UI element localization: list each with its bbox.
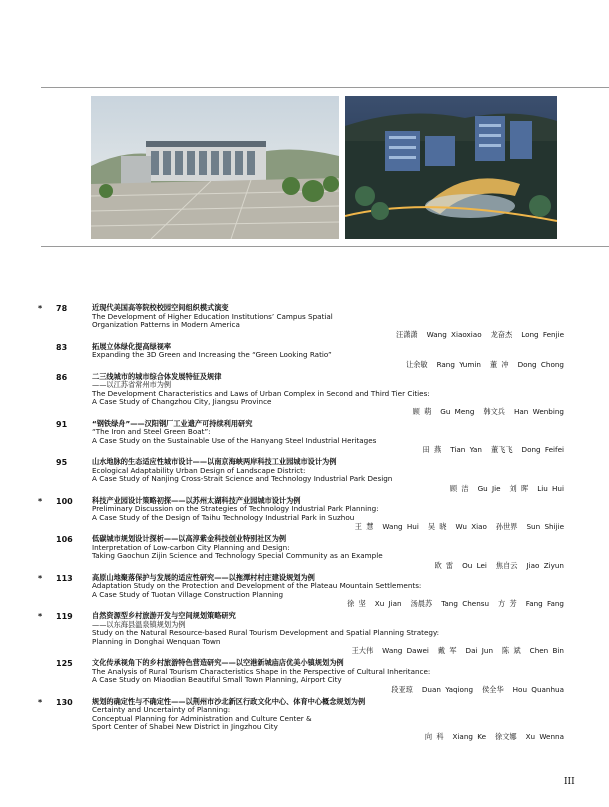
entry-authors [92, 407, 564, 417]
entry-title: 低碳城市规划设计探析——以高淳紫金科技创业特别社区为例 [92, 534, 287, 543]
toc-entry[interactable] [34, 497, 564, 533]
author-name: 欧 雷 [434, 560, 454, 570]
author-name: Sun Shijie [526, 522, 564, 531]
author-name: Hou Quanhua [512, 684, 564, 694]
entry-page-number: 119 [56, 612, 73, 621]
toc-entry[interactable] [34, 659, 564, 695]
author-name: Xu Jian [374, 599, 402, 608]
author-name: 侯全华 [482, 684, 504, 694]
featured-star-marker: * [38, 612, 43, 621]
entry-title-line: Ecological Adaptability Urban Design of Landscape District: [92, 465, 306, 475]
entry-title-line: Study on the Natural Resource-based Rural Tourism Development and Spatial Planning Strategy: [92, 628, 440, 637]
author-name: 戴 军 [437, 646, 457, 655]
page-number: III [564, 777, 575, 787]
author-name: Chen Bin [529, 646, 564, 655]
author-name: Wu Xiao [455, 522, 487, 531]
entry-title: 高原山地聚落保护与发展的适应性研究——以拖潭村村庄建设规划为例 [92, 572, 315, 582]
entry-title: 文化传承视角下的乡村旅游特色营造研究——以空港新城庙店优美小镇规划为例 [92, 658, 344, 667]
entry-authors [92, 599, 564, 609]
entry-authors [92, 484, 564, 494]
entry-title-line: Preliminary Discussion on the Strategies of Technology Industrial Park Planning: [92, 504, 379, 513]
entry-title-line: A Case Study of Changzhou City, Jiangsu Province [92, 397, 272, 406]
entry-page-number: 130 [56, 697, 73, 707]
author-name: 段亚琼 [391, 684, 413, 694]
author-name: 让余敏 [405, 359, 428, 369]
entry-page-number: 125 [56, 659, 73, 668]
entry-title-line: Adaptation Study on the Protection and Development of the Plateau Mountain Settlements: [92, 581, 422, 590]
author-name: 徐文娜 [495, 731, 517, 741]
entry-authors [92, 360, 564, 370]
entry-page-number: 95 [56, 458, 68, 467]
author-name: 董飞飞 [490, 445, 513, 454]
entry-title-line: Certainty and Uncertainty of Planning: [92, 705, 231, 714]
author-name: Tian Yan [450, 445, 482, 454]
toc-entry[interactable] [34, 698, 564, 742]
author-name: 汪潇潇 [396, 329, 418, 339]
entry-title-line: Interpretation of Low-carbon City Planning and Design: [92, 542, 290, 552]
entry-title-line: A Case Study on Miaodian Beautiful Small Town Planning, Airport City [92, 675, 342, 684]
author-name: 田 燕 [422, 445, 442, 454]
entry-authors [92, 685, 564, 695]
author-name: Wang Dawei [382, 646, 429, 655]
toc-entry[interactable] [34, 373, 564, 417]
entry-title-line: The Development of Higher Education Institutions’ Campus Spatial [92, 311, 333, 321]
featured-star-marker: * [38, 573, 43, 583]
toc-entry[interactable] [34, 612, 564, 656]
author-name: Wang Xiaoxiao [426, 329, 482, 339]
author-name: Duan Yaqiong [421, 684, 474, 694]
author-name: 焦自云 [495, 560, 518, 570]
entry-authors [92, 561, 564, 571]
author-name: 顾 萌 [412, 406, 432, 416]
author-name: 刘 晖 [509, 483, 529, 493]
entry-title-line: ——以东海县温泉镇规划为例 [92, 619, 186, 629]
entry-authors [92, 732, 564, 742]
author-name: Gu Jie [477, 483, 501, 493]
entry-title: “钢铁绿舟”——汉阳钢厂工业遗产可持续利用研究 [92, 418, 253, 428]
entry-authors [92, 445, 564, 455]
author-name: 向 科 [424, 731, 444, 741]
entry-title-line: Planning in Donghai Wenquan Town [92, 636, 221, 646]
entry-title-line: Expanding the 3D Green and Increasing the “Green Looking Ratio” [92, 350, 332, 359]
entry-title-line: The Analysis of Rural Tourism Characteristics Shape in the Perspective of Cultural Inheritance: [92, 666, 431, 676]
author-name: Ou Lei [462, 560, 487, 570]
entry-title: 山水地脉的生态适应性城市设计——以南京海峡两岸科技工业园城市设计为例 [92, 457, 337, 466]
toc-entry[interactable] [34, 343, 564, 370]
author-name: 董 冲 [489, 359, 509, 369]
author-name: Dong Feifei [521, 445, 564, 454]
entry-title: 拓展立体绿化提高绿视率 [92, 341, 172, 351]
author-name: 龙奋杰 [490, 329, 513, 339]
author-name: 孙世界 [495, 522, 518, 531]
toc-entry[interactable] [34, 420, 564, 456]
entry-title-line: The Development Characteristics and Laws of Urban Complex in Second and Third Tier Cities: [92, 388, 430, 398]
author-name: Xu Wenna [525, 731, 564, 741]
featured-star-marker: * [38, 304, 43, 313]
author-name: 顾 洁 [449, 483, 469, 493]
author-name: 方 芳 [498, 599, 517, 608]
entry-title-line: Organization Patterns in Modern America [92, 320, 240, 329]
author-name: 吴 晓 [427, 522, 447, 531]
entry-title-line: ——以江苏省常州市为例 [92, 380, 172, 389]
table-of-contents [34, 304, 564, 745]
bottom-rule [41, 246, 609, 247]
author-name: 王 慧 [354, 522, 374, 531]
entry-title-line: “The Iron and Steel Green Boat”: [92, 427, 211, 436]
author-name: Liu Hui [537, 483, 564, 493]
author-name: Tang Chensu [441, 599, 490, 608]
entry-page-number: 78 [56, 304, 68, 313]
author-name: Long Fenjie [521, 329, 564, 339]
entry-page-number: 106 [56, 535, 73, 544]
entry-title: 二三线城市的城市综合体发展特征及规律 [92, 371, 222, 381]
author-name: Jiao Ziyun [526, 560, 564, 570]
entry-authors [92, 330, 564, 340]
author-name: Dong Chong [517, 359, 564, 369]
author-name: Rang Yumin [436, 359, 481, 369]
author-name: 王大伟 [351, 646, 374, 655]
entry-title-line: Sport Center of Shabei New District in Jingzhou City [92, 722, 278, 731]
campus-building-photo [91, 96, 339, 239]
author-name: Wang Hui [382, 522, 419, 531]
author-name: 汤晨苏 [410, 599, 433, 608]
author-name: Fang Fang [525, 599, 564, 608]
entry-title: 近现代美国高等院校校园空间组织模式演变 [92, 303, 229, 312]
author-name: 陈 斌 [502, 646, 521, 655]
entry-title-line: A Case Study of Nanjing Cross-Strait Science and Technology Industrial Park Design [92, 474, 393, 483]
author-name: Han Wenbing [514, 406, 564, 416]
author-name: Gu Meng [440, 406, 475, 416]
entry-page-number: 83 [56, 342, 68, 352]
entry-page-number: 113 [56, 573, 73, 583]
entry-page-number: 100 [56, 496, 73, 506]
entry-page-number: 91 [56, 419, 68, 429]
entry-title: 自然资源型乡村旅游开发与空间规划策略研究 [92, 611, 236, 620]
author-name: 徐 坚 [347, 599, 366, 608]
entry-authors [92, 646, 564, 656]
entry-title-line: Taking Gaochun Zijin Science and Technology Special Community as an Example [92, 551, 383, 560]
toc-entry[interactable] [34, 304, 564, 340]
entry-title: 科技产业园设计策略初探——以苏州太湖科技产业园城市设计为例 [92, 495, 301, 505]
entry-title-line: A Case Study of the Design of Taihu Technology Industrial Park in Suzhou [92, 512, 355, 522]
entry-authors [92, 522, 564, 532]
author-name: Xiang Ke [452, 731, 487, 741]
toc-entry[interactable] [34, 574, 564, 610]
entry-title-line: A Case Study of Tuotan Village Construction Planning [92, 589, 284, 599]
author-name: 韩文兵 [483, 406, 505, 416]
toc-entry[interactable] [34, 458, 564, 494]
featured-star-marker: * [38, 697, 43, 707]
toc-entry[interactable] [34, 535, 564, 571]
entry-title-line: A Case Study on the Sustainable Use of the Hanyang Steel Industrial Heritages [92, 435, 377, 445]
featured-star-marker: * [38, 496, 43, 506]
top-rule [41, 87, 609, 88]
entry-title: 规划的确定性与不确定性——以荆州市沙北新区行政文化中心、体育中心概念规划为例 [92, 696, 366, 706]
entry-page-number: 86 [56, 372, 68, 382]
night-aerial-photo [345, 96, 557, 239]
author-name: Dai Jun [465, 646, 493, 655]
entry-title-line: Conceptual Planning for Administration and Culture Center & [92, 713, 312, 723]
